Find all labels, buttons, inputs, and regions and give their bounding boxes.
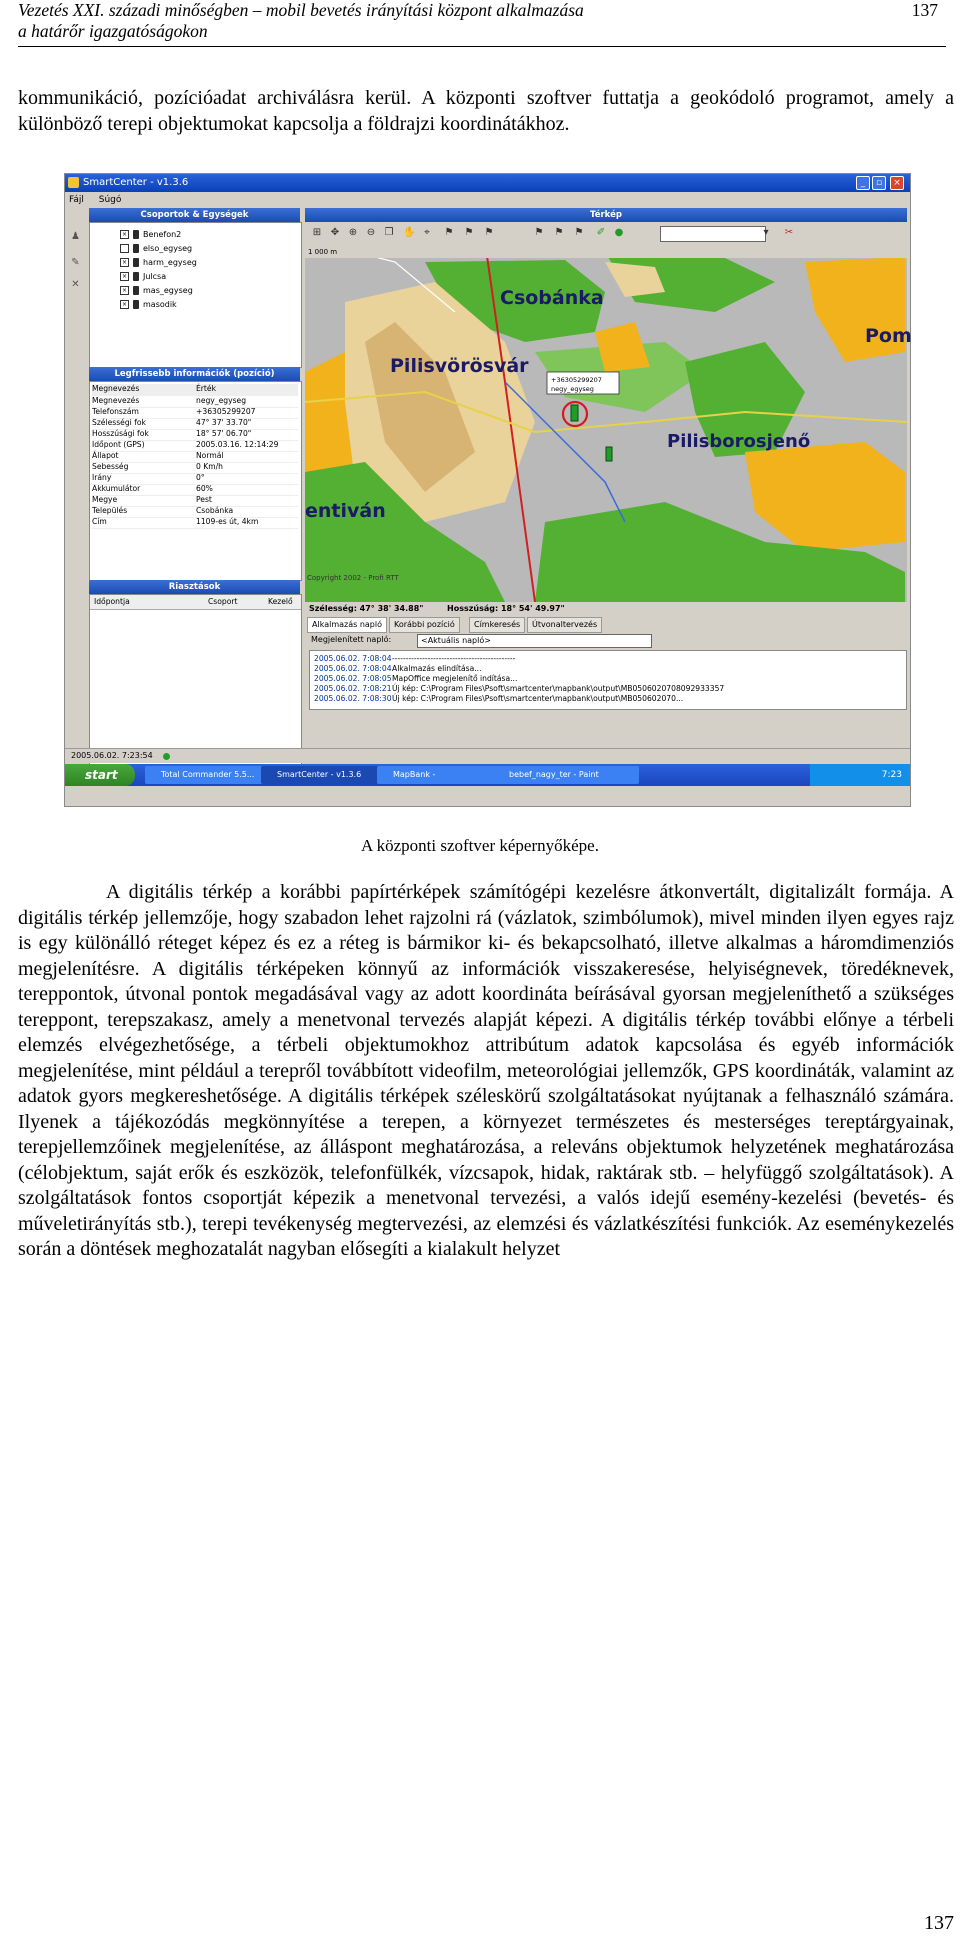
menu-bar [65, 192, 910, 208]
table-row [92, 473, 298, 485]
table-row [92, 407, 298, 419]
info-value: 1109-es út, 4km [196, 517, 259, 526]
groups-panel-title: Csoportok & Egységek [89, 208, 300, 222]
table-row [92, 462, 298, 474]
figure-caption: A központi szoftver képernyőképe. [361, 836, 599, 855]
close-icon[interactable]: × [890, 176, 904, 190]
phone-icon [133, 244, 139, 253]
taskbar [65, 764, 910, 786]
checkbox[interactable]: × [121, 273, 128, 280]
info-value: Csobánka [196, 506, 234, 515]
tab-previous-position[interactable]: Korábbi pozíció [389, 617, 460, 633]
app-icon [68, 177, 79, 188]
log-text: --------------------------------------------- [392, 654, 516, 663]
left-toolbar [65, 208, 87, 748]
info-value: Pest [196, 495, 212, 504]
info-key: Időpont (GPS) [92, 440, 145, 449]
map-toolbar [305, 222, 907, 249]
running-title [18, 0, 584, 42]
info-value: Normál [196, 451, 224, 460]
checkbox[interactable] [120, 244, 129, 253]
taskbar-item[interactable]: Total Commander 5.5... [145, 766, 271, 784]
table-row [92, 440, 298, 452]
table-row [92, 396, 298, 408]
tab-address-search[interactable]: Címkeresés [469, 617, 525, 633]
flag-icon[interactable]: ⚑ [484, 227, 494, 238]
unit-phone-icon[interactable] [606, 447, 612, 461]
log-tabs [305, 617, 907, 631]
info-value: 47° 37' 33.70" [196, 418, 252, 427]
log-date: 2005.06.02. 7:08:04 [314, 664, 392, 673]
map-canvas[interactable] [305, 222, 912, 602]
log-date: 2005.06.02. 7:08:21 [314, 684, 392, 693]
flag-icon[interactable]: ⚑ [464, 227, 474, 238]
info-header-value: Érték [196, 384, 216, 393]
window-titlebar [65, 174, 910, 192]
info-header-row [92, 384, 298, 396]
map-layer-select[interactable] [660, 226, 766, 242]
map-callout-name: negy_egyseg [551, 385, 594, 393]
list-item [314, 664, 482, 673]
table-row [92, 506, 298, 518]
software-screenshot [64, 173, 911, 807]
map-label-csobanka: Csobánka [500, 287, 604, 309]
flag-icon[interactable]: ⚑ [554, 227, 564, 238]
info-key: Irány [92, 473, 112, 482]
info-key: Cím [92, 517, 107, 526]
flag-icon[interactable]: ⚑ [574, 227, 584, 238]
tab-route-planning[interactable]: Útvonaltervezés [527, 617, 602, 633]
footer-page-number: 137 [924, 1912, 954, 1934]
tree-item-label: Benefon2 [143, 230, 182, 239]
header-page-number: 137 [911, 0, 938, 20]
scale-label: 1 000 m [308, 248, 338, 256]
flag-icon[interactable]: ⚑ [444, 227, 454, 238]
grid-icon[interactable]: ⊞ [312, 227, 322, 238]
pan-hand-icon[interactable]: ✋ [403, 227, 416, 238]
map-label-entivan: entiván [305, 500, 386, 522]
info-header-name: Megnevezés [92, 384, 140, 393]
chevron-down-icon[interactable]: ▾ [763, 227, 769, 238]
log-text: Alkalmazás elindítása... [392, 664, 482, 673]
maximize-icon[interactable]: ▫ [872, 176, 886, 190]
tree-item-label: elso_egyseg [143, 244, 193, 253]
zoom-out-icon[interactable]: ⊖ [366, 227, 376, 238]
status-time: 2005.06.02. 7:23:54 [71, 751, 153, 760]
tree-item[interactable] [120, 285, 193, 297]
page-header [18, 0, 946, 47]
map-scale-bar [305, 248, 907, 258]
measure-icon[interactable]: ⌖ [424, 227, 430, 238]
start-button[interactable]: start [65, 764, 135, 786]
checkbox[interactable]: × [121, 259, 128, 266]
latitude-readout: Szélesség: 47° 38' 34.88" [309, 604, 424, 613]
person-icon[interactable]: ♟ [71, 231, 80, 242]
phone-icon [133, 258, 139, 267]
flag-icon[interactable]: ⚑ [534, 227, 544, 238]
log-select[interactable]: <Aktuális napló> [417, 634, 652, 648]
zoom-window-icon[interactable]: ❐ [384, 227, 394, 238]
status-bar [65, 748, 910, 763]
alerts-table [89, 594, 302, 770]
longitude-readout: Hosszúság: 18° 54' 49.97" [447, 604, 565, 613]
body-paragraph [18, 880, 954, 1263]
table-row [92, 429, 298, 441]
system-tray [810, 764, 910, 786]
taskbar-item[interactable]: SmartCenter - v1.3.6 [261, 766, 387, 784]
tree-item-label: mas_egyseg [143, 286, 193, 295]
list-item [314, 694, 683, 703]
unit-phone-icon[interactable] [571, 405, 578, 421]
info-key: Település [92, 506, 128, 515]
info-value: 60% [196, 484, 213, 493]
coordinate-readout [305, 602, 907, 616]
log-selector [305, 632, 907, 648]
list-item [314, 654, 515, 663]
table-row [92, 418, 298, 430]
log-text: MapOffice megjelenítő indítása... [392, 674, 518, 683]
info-value: negy_egyseg [196, 396, 247, 405]
phone-icon [133, 272, 139, 281]
info-key: Akkumulátor [92, 484, 141, 493]
table-row [92, 517, 298, 529]
menu-file[interactable]: Fájl [69, 195, 84, 205]
alerts-col-group[interactable]: Csoport [208, 597, 238, 606]
log-date: 2005.06.02. 7:08:04 [314, 654, 392, 663]
info-key: Telefonszám [92, 407, 139, 416]
checkbox[interactable]: × [121, 287, 128, 294]
move-icon[interactable]: ✥ [330, 227, 340, 238]
tree-item[interactable] [120, 229, 181, 241]
info-value: 2005.03.16. 12:14:29 [196, 440, 279, 449]
taskbar-item[interactable]: bebef_nagy_ter - Paint [493, 766, 639, 784]
phone-icon [133, 230, 139, 239]
running-title-line2: a határőr igazgatóságokon [18, 21, 208, 41]
map-label-pilisborosjeno: Pilisborosjenő [667, 431, 811, 452]
info-key: Megye [92, 495, 118, 504]
menu-help[interactable]: Súgó [98, 195, 122, 205]
log-text: Új kép: C:\Program Files\Psoft\smartcenter\mapbank\output\MB050602070... [392, 694, 684, 703]
eraser-icon[interactable]: ✂ [784, 227, 794, 238]
checkbox[interactable]: × [121, 301, 128, 308]
info-value: +36305299207 [196, 407, 256, 416]
checkbox[interactable]: × [121, 231, 128, 238]
alerts-col-time[interactable]: Időpontja [94, 597, 130, 606]
map-label-pilisvorosvar: Pilisvörösvár [390, 355, 529, 377]
phone-icon [133, 300, 139, 309]
intro-paragraph: kommunikáció, pozícióadat archiválásra kerül. A központi szoftver futtatja a geokódoló programot, amely a különböző terepi objektumokat kapcsolja a földrajzi koordinátákhoz. [18, 87, 954, 135]
tree-item-label: Julcsa [143, 272, 167, 281]
info-panel-title: Legfrissebb információk (pozíció) [89, 367, 300, 381]
connection-status-icon [163, 753, 170, 760]
info-value: 0 Km/h [196, 462, 223, 471]
log-list [309, 650, 907, 710]
clock[interactable]: 7:23 [881, 770, 902, 780]
brush-icon[interactable]: ✐ [596, 227, 606, 238]
alerts-header [90, 595, 301, 610]
log-date: 2005.06.02. 7:08:30 [314, 694, 392, 703]
body-paragraph-text: A digitális térkép a korábbi papírtérképek számítógépi kezelésre átkonvertált, digitalizált formája. A digitális térkép jellemzője, hogy szabadon lehet rajzolni rá (vázlatok, szimbólumok), mivel minden ilyen egyes rajz is egy különálló réteget képez és ez a réteg is bármikor ki- és bekapcsolható, illetve alkalmas a háromdimenziós megjelenítésre. A digitális térképeken könnyű az információk visszakeresése, helyiségnevek, töredéknevek, tereppontok, útvonal pontok megadásával vagy az adott koordináta beírásával gyorsan megjeleníthető a szükséges tereppont, terepszakasz, amely a menetvonal tervezés alapját képezi. A digitális térkép további előnye a térbeli elemzés elvégezhetősége, a térbeli objektumokhoz attribútum adatok kapcsolása és egyéb információk megjelenítése, mint például a terepről továbbított videofilm, meteorológiai jellemzők, GPS koordináták, valamint az adatok gyors megkereshetősége. A digitális térképek széleskörű szolgáltatásokat nyújtanak a felhasználó számára. Ilyenek a tájékozódás megkönnyítése a terepen, a környezet természetes és mesterséges tereptárgyainak, terepjellemzőinek megjelenítése, az álláspont meghatározása, a releváns objektumok helyzetének meghatározása (célobjektum, saját erők és eszközök, telefonfülkék, vízcsapok, hidak, raktárak stb. – helyfüggő szolgáltatások). A szolgáltatások fontos csoportját képezik a menetvonal tervezési, a valós idejű esemény-kezelési (bevetés- és műveletirányítás stb.), terepi tevékenység megtervezési, az elemzési és vázlatkészítési funkciók. Az eseménykezelés során a döntések meghozatalát nagyban elősegíti a kialakult helyzet [18, 881, 954, 1260]
map-copyright: Copyright 2002 - Profi RTT [307, 574, 399, 582]
info-value: 18° 57' 06.70" [196, 429, 252, 438]
alerts-panel-title: Riasztások [89, 580, 300, 594]
map-label-pom: Pom [865, 325, 912, 347]
info-key: Megnevezés [92, 396, 140, 405]
phone-icon [133, 286, 139, 295]
list-item [314, 684, 724, 693]
tree-item-label: harm_egyseg [143, 258, 197, 267]
minimize-icon[interactable]: _ [856, 176, 870, 190]
list-item [314, 674, 517, 683]
map-callout-phone: +36305299207 [551, 376, 602, 384]
zoom-in-icon[interactable]: ⊕ [348, 227, 358, 238]
log-date: 2005.06.02. 7:08:05 [314, 674, 392, 683]
groups-tree [89, 222, 302, 368]
delete-icon[interactable]: ✕ [71, 279, 80, 290]
tab-app-log[interactable]: Alkalmazás napló [307, 617, 387, 633]
tree-item[interactable] [120, 257, 197, 269]
info-key: Sebesség [92, 462, 129, 471]
map-panel-title: Térkép [305, 208, 907, 222]
info-value: 0° [196, 473, 205, 482]
table-row [92, 495, 298, 507]
table-row [92, 484, 298, 496]
edit-icon[interactable]: ✎ [71, 257, 80, 268]
tree-item[interactable] [120, 271, 166, 283]
table-row [92, 451, 298, 463]
map-view[interactable] [305, 222, 912, 602]
log-text: Új kép: C:\Program Files\Psoft\smartcenter\mapbank\output\MB0506020708092933357 [392, 684, 725, 693]
running-title-line1: Vezetés XXI. századi minőségben – mobil bevetés irányítási központ alkalmazása [18, 0, 584, 20]
info-key: Állapot [92, 451, 119, 460]
alerts-col-operator[interactable]: Kezelő [268, 597, 293, 606]
info-table [89, 381, 302, 581]
tree-item[interactable] [120, 299, 177, 311]
tree-item-label: masodik [143, 300, 177, 309]
log-select-label: Megjelenített napló: [311, 635, 392, 644]
info-key: Szélességi fok [92, 418, 146, 427]
taskbar-item[interactable]: MapBank - [377, 766, 503, 784]
globe-icon[interactable]: ● [614, 227, 624, 238]
window-title: SmartCenter - v1.3.6 [83, 177, 189, 188]
tree-item[interactable] [120, 243, 192, 255]
info-key: Hosszúsági fok [92, 429, 149, 438]
